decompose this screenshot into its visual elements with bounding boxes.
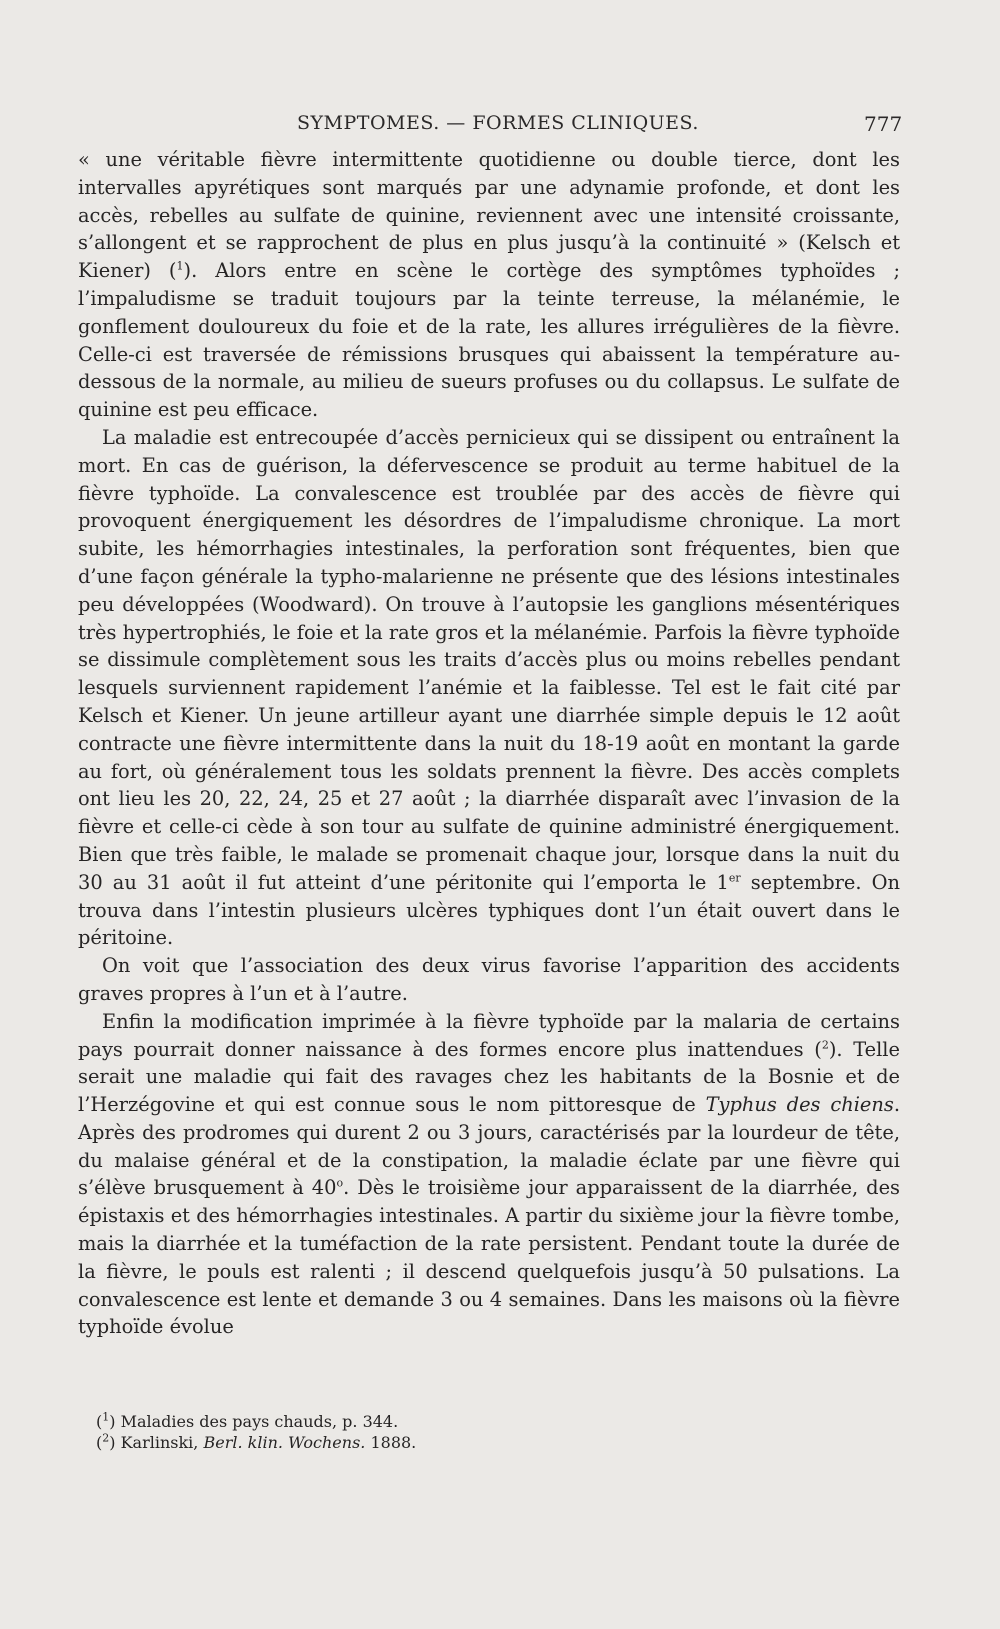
footnote-2: ($^2$) Karlinski, Berl. klin. Wochens. 1888. [96, 1431, 417, 1452]
footnote-2-year: 1888. [365, 1433, 417, 1452]
footnote-2-author: Karlinski, [115, 1433, 204, 1452]
footnote-1-text: Maladies des pays chauds, p. 344. [115, 1412, 399, 1431]
page-number: 777 [864, 112, 903, 136]
ordinal-superscript: er [728, 871, 741, 885]
footnotes [96, 1411, 876, 1453]
paragraph-2-text-a: La maladie est entrecoupée d’accès pernicieux qui se dissipent ou entraînent la mort. En cas de guérison, la défervescence se produit au terme habituel de la fièvre typhoïde. La convalescence est troublée par des accès de fièvre qui provoquent énergiquement les désordres de l’impaludisme chronique. La mort subite, les hémorrhagies intestinales, la perforation sont fréquentes, bien que d’une façon générale la typho-malarienne ne présente que des lésions intestinales peu développées (Woodward). On trouve à l’autopsie les ganglions mésentériques très hypertrophiés, le foie et la rate gros et la mélanémie. Parfois la fièvre typhoïde se dissimule complètement sous les traits d’accès plus ou moins rebelles pendant lesquels surviennent rapidement l’anémie et la faiblesse. Tel est le fait cité par Kelsch et Kiener. Un jeune artilleur ayant une diarrhée simple depuis le 12 août contracte une fièvre intermittente dans la nuit du 18-19 août en montant la garde au fort, où généralement tous les soldats prennent la fièvre. Des accès complets ont lieu les 20, 22, 24, 25 et 27 août ; la diarrhée disparaît avec l’invasion de la fièvre et celle-ci cède à son tour au sulfate de quinine administré énergiquement. Bien que très faible, le malade se promenait chaque jour, lorsque dans la nuit du 30 au 31 août il fut atteint d’une péritonite qui l’emporta le 1 [78, 425, 900, 894]
footnote-1-mark: 1 [102, 1410, 110, 1424]
paragraph-1-text-a: « une véritable fièvre intermittente quotidienne ou double tierce, dont les intervalles apyrétiques sont marqués par une adynamie profonde, et dont les accès, rebelles au sulfate de quinine, reviennent avec une intensité croissante, s’allongent et se rapprochent de plus en plus jusqu’à la continuité » (Kelsch et Kiener) ( [78, 148, 900, 283]
footnote-2-journal: Berl. klin. Wochens. [203, 1433, 366, 1452]
paragraph-4-text-d: . Dès le troisième jour apparaissent de la diarrhée, des épistaxis et des hémorrhagies intestinales. A partir du sixième jour la fièvre tombe, mais la diarrhée et la tuméfaction de la rate persistent. Pendant toute la durée de la fièvre, le pouls est ralenti ; il descend quelquefois jusqu’à 50 pulsations. La convalescence est lente et demande 3 ou 4 semaines. Dans les maisons où la fièvre typhoïde évolue [78, 1176, 900, 1339]
paragraph-4-text-c: . Après des prodromes qui durent 2 ou 3 jours, caractérisés par la lourdeur de tête, du malaise général et de la constipation, la maladie éclate par une fièvre qui s’élève brusquement à 40 [78, 1093, 900, 1200]
running-head: SYMPTOMES. — FORMES CLINIQUES. [297, 112, 699, 134]
paragraph-4-text-a: Enfin la modification imprimée à la fièvre typhoïde par la malaria de certains pays pourrait donner naissance à des formes encore plus inattendues ( [78, 1009, 900, 1061]
footnote-1: ($^1$) Maladies des pays chauds, p. 344. [96, 1410, 399, 1431]
paragraph-3: On voit que l’association des deux virus favorise l’apparition des accidents graves propres à l’un et à l’autre. [78, 954, 900, 1005]
footnote-2-mark: 2 [102, 1431, 110, 1445]
paragraph-2-text-b: septembre. On trouva dans l’intestin plusieurs ulcères typhiques dont l’un était ouvert dans le péritoine. [78, 870, 900, 950]
italic-term: Typhus des chiens [705, 1093, 894, 1117]
paragraph-4 [78, 1008, 900, 1342]
degree-superscript: o [336, 1177, 344, 1191]
paragraph-4-text-b: ). Telle serait une maladie qui fait des ravages chez les habitants de la Bosnie et de l’Herzégovine et qui est connue sous le nom pittoresque de [78, 1037, 900, 1117]
paragraph-1 [78, 146, 900, 424]
body-text [78, 146, 900, 1341]
paragraph-2 [78, 424, 900, 952]
footnote-ref-1: 1 [176, 259, 184, 273]
footnote-ref-2: 2 [821, 1038, 829, 1052]
paragraph-1-text-b: ). Alors entre en scène le cortège des symptômes typhoïdes ; l’impaludisme se traduit toujours par la teinte terreuse, la mélanémie, le gonflement douloureux du foie et de la rate, les allures irrégulières de la fièvre. Celle-ci est traversée de rémissions brusques qui abaissent la température au-dessous de la normale, au milieu de sueurs profuses ou du collapsus. Le sulfate de quinine est peu efficace. [78, 259, 900, 422]
